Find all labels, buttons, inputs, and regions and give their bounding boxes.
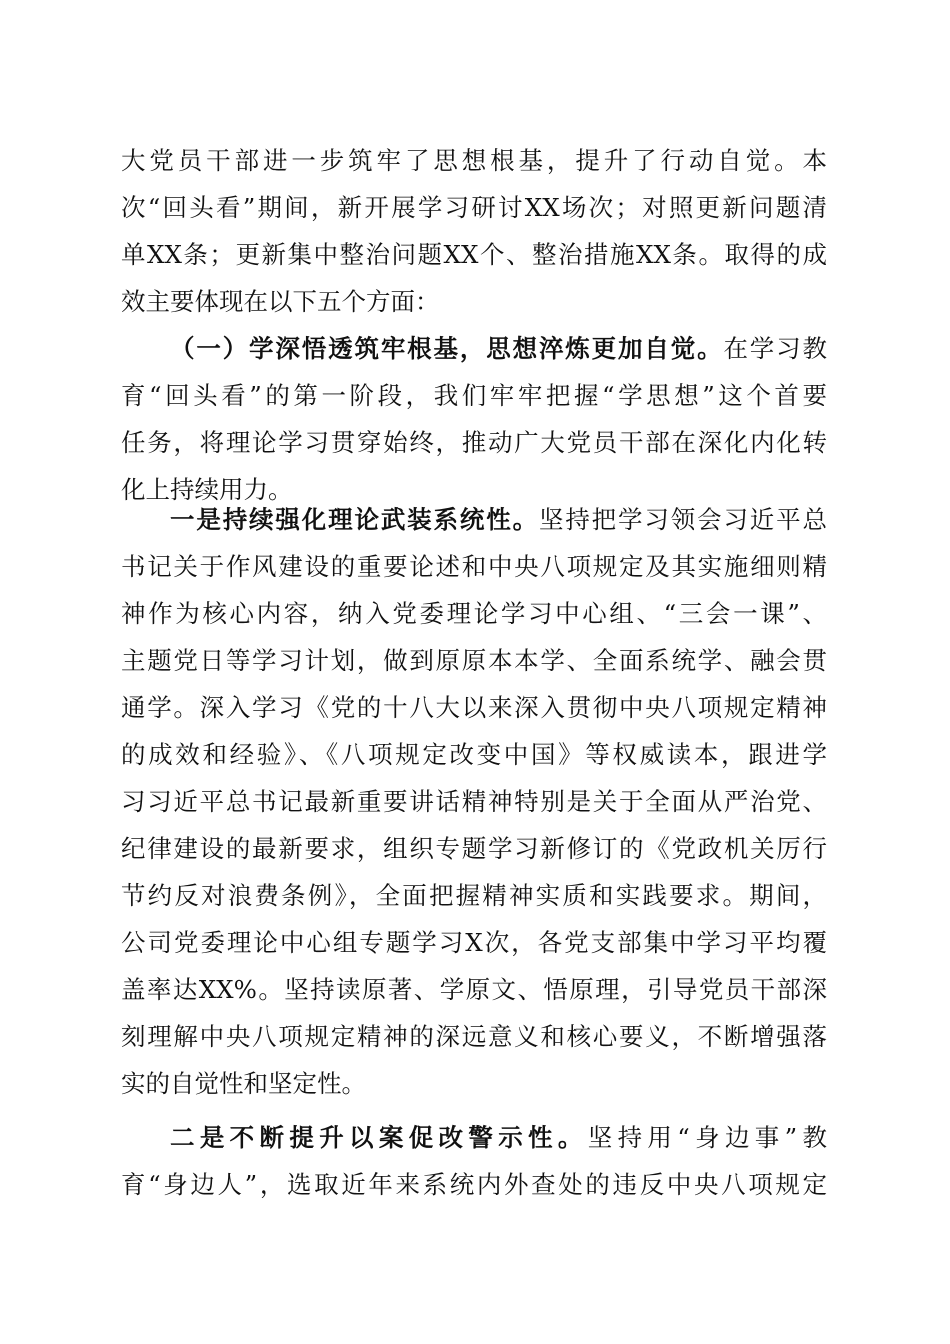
paragraph-3-line-1 <box>170 500 827 540</box>
section-heading-1: （一）学深悟透筑牢根基，思想淬炼更加自觉。 <box>170 334 724 363</box>
paragraph-3-line-11: 盖率达XX%。坚持读原著、学原文、悟原理，引导党员干部深 <box>121 975 827 1004</box>
paragraph-4-text-start: 坚持用“身边事”教 <box>587 1123 827 1152</box>
paragraph-1-line-3: 单XX条；更新集中整治问题XX个、整治措施XX条。取得的成 <box>121 240 827 269</box>
paragraph-2-line-3: 任务，将理论学习贯穿始终，推动广大党员干部在深化内化转 <box>121 428 827 457</box>
paragraph-3-text-start: 坚持把学习领会习近平总 <box>538 505 828 534</box>
paragraph-3-line-9: 节约反对浪费条例》，全面把握精神实质和实践要求。期间， <box>121 881 827 910</box>
paragraph-3-line-12: 刻理解中央八项规定精神的深远意义和核心要义，不断增强落 <box>121 1022 827 1051</box>
paragraph-2-text-start: 在学习教 <box>723 334 827 363</box>
paragraph-3-line-5: 通学。深入学习《党的十八大以来深入贯彻中央八项规定精神 <box>121 693 827 722</box>
paragraph-3-line-3: 神作为核心内容，纳入党委理论学习中心组、“三会一课”、 <box>121 599 827 628</box>
paragraph-1-line-1: 大党员干部进一步筑牢了思想根基，提升了行动自觉。本 <box>121 146 827 175</box>
subheading-2: 二是不断提升以案促改警示性。 <box>170 1123 588 1152</box>
paragraph-2-line-2: 育“回头看”的第一阶段，我们牢牢把握“学思想”这个首要 <box>121 381 827 410</box>
paragraph-3-line-8: 纪律建设的最新要求，组织专题学习新修订的《党政机关厉行 <box>121 834 827 863</box>
paragraph-3-line-7: 习习近平总书记最新重要讲话精神特别是关于全面从严治党、 <box>121 787 827 816</box>
paragraph-3-line-2: 书记关于作风建设的重要论述和中央八项规定及其实施细则精 <box>121 552 827 581</box>
paragraph-4-line-2: 育“身边人”，选取近年来系统内外查处的违反中央八项规定 <box>121 1170 827 1199</box>
paragraph-3-line-4: 主题党日等学习计划，做到原原本本学、全面系统学、融会贯 <box>121 646 827 675</box>
paragraph-3-line-6: 的成效和经验》、《八项规定改变中国》等权威读本，跟进学 <box>121 740 827 769</box>
paragraph-3-line-13: 实的自觉性和坚定性。 <box>121 1069 366 1098</box>
paragraph-1-line-4: 效主要体现在以下五个方面： <box>121 287 440 316</box>
paragraph-4-line-1 <box>170 1118 827 1158</box>
paragraph-1-line-2: 次“回头看”期间，新开展学习研讨XX场次；对照更新问题清 <box>121 193 827 222</box>
paragraph-2-line-4: 化上持续用力。 <box>121 475 293 504</box>
paragraph-3-line-10: 公司党委理论中心组专题学习X次，各党支部集中学习平均覆 <box>121 928 827 957</box>
subheading-1: 一是持续强化理论武装系统性。 <box>170 505 539 534</box>
paragraph-2-line-1 <box>170 329 827 369</box>
